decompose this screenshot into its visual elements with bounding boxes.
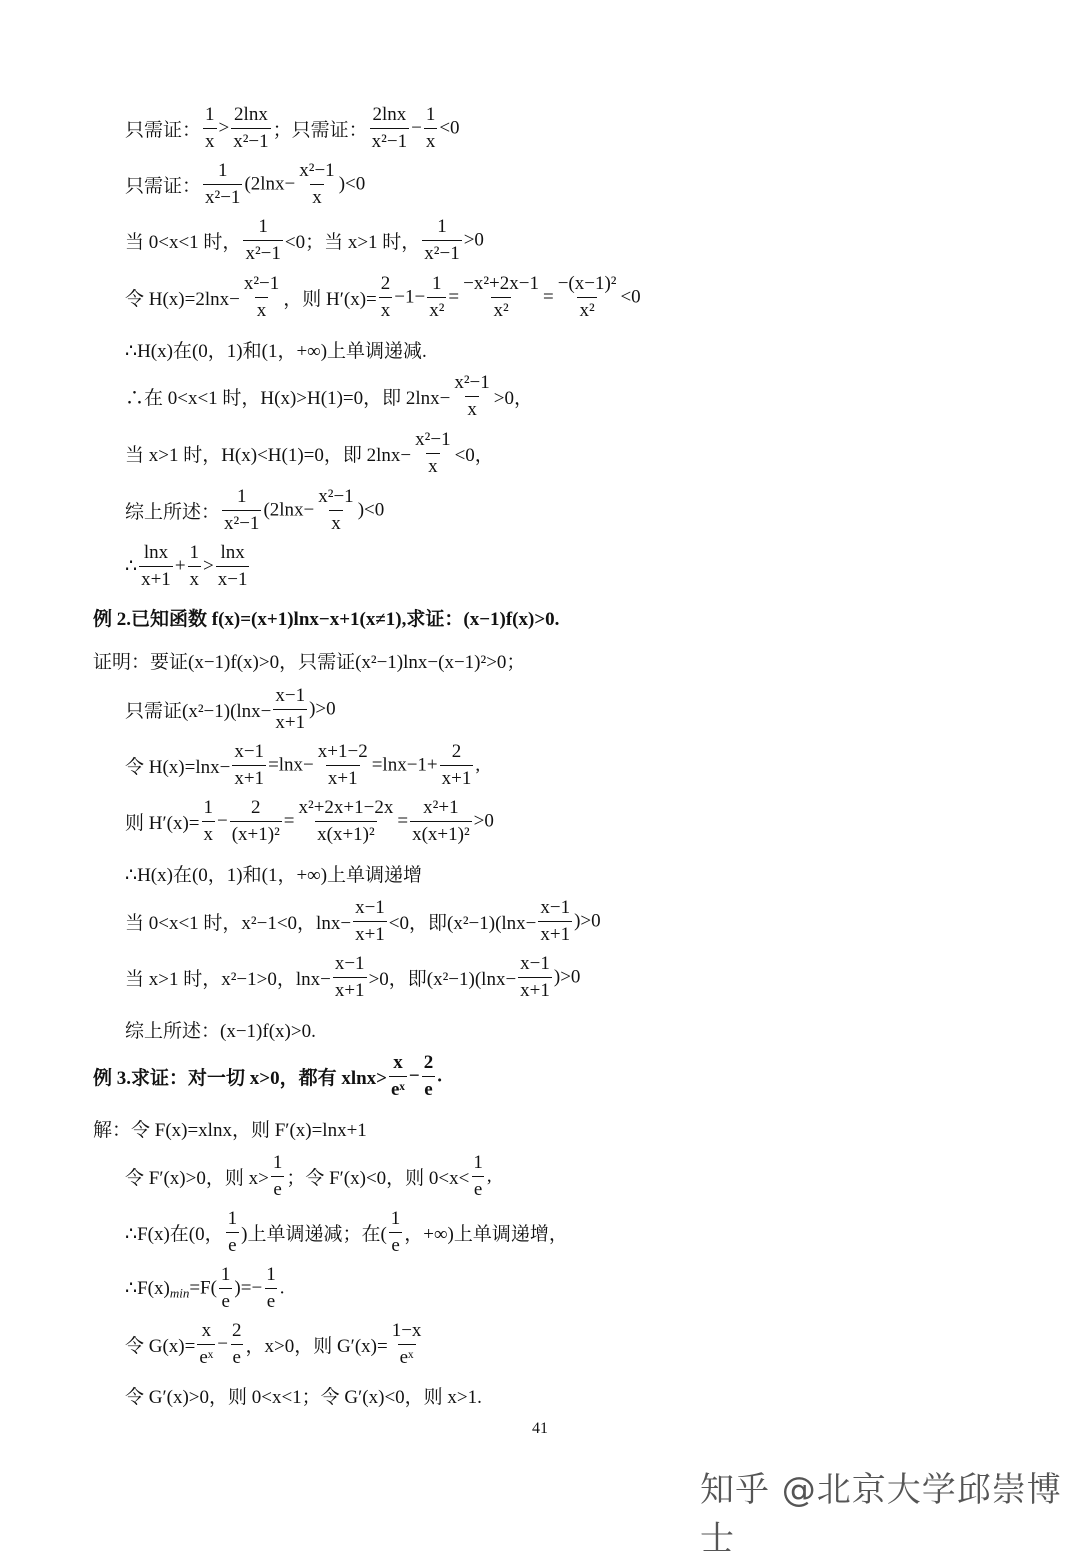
line-3: 当 0<x<1 时， $\frac{1}{\text{x²−1}}$ <0；当 x>1 时， $\frac{1}{\text{x²−1}}$ >0 — [125, 216, 484, 264]
fraction: $\frac{x+1-2}{x+1}$ — [317, 741, 368, 789]
line-12: 只需证(x²−1)(lnx− $\frac{x-1}{x+1}$ )>0 — [125, 685, 336, 733]
line-21: 令 F′(x)>0，则 x> $\frac{1}{e}$ ；令 F′(x)<0，则 0<x< $\frac{1}{e}$ , — [125, 1152, 492, 1200]
fraction: $\frac{1}{\text{x²−1}}$ — [245, 216, 281, 264]
fraction: $\frac{2}{x}$ — [380, 273, 391, 321]
line-7: 当 x>1 时，H(x)<H(1)=0，即 2lnx− $\frac{\text{x²−1}}{x}$ <0， — [125, 429, 494, 477]
line-9: ∴ $\frac{\ln x}{x+1}$ + $\frac{1}{x}$ > $\frac{\ln x}{x-1}$ — [125, 542, 248, 590]
fraction: $\frac{2\ln x}{\text{x²−1}}$ — [233, 104, 269, 152]
page-number: 41 — [532, 1420, 548, 1437]
fraction: $\frac{1}{e}$ — [220, 1264, 231, 1312]
line-17: 当 x>1 时，x²−1>0，lnx− $\frac{x-1}{x+1}$ >0，即(x²−1)(lnx− $\frac{x-1}{x+1}$ )>0 — [125, 953, 581, 1001]
line-14: 则 H′(x)= $\frac{1}{x}$ − $\frac{2}{\text{(x+1)²}}$ = $\frac{\text{x²+2x+1−2x}}{\text{x(x+1)²}}$ = $\frac{\text{x²+1}}{\text{x(x+1)²}}$ >0 — [125, 797, 494, 845]
example-2-heading: 例 2.已知函数 f(x)=(x+1)lnx−x+1(x≠1),求证：(x−1)f(x)>0. — [93, 609, 560, 630]
fraction: $\frac{1}{x}$ — [205, 104, 215, 152]
fraction: $\frac{x}{\text{eˣ}}$ — [199, 1320, 214, 1368]
fraction: $\frac{1}{e}$ — [227, 1208, 238, 1256]
fraction: $\frac{2}{e}$ — [232, 1320, 242, 1368]
fraction: $\frac{1}{e}$ — [473, 1152, 483, 1200]
fraction: $\frac{1}{e}$ — [272, 1152, 283, 1200]
fraction: $\frac{\text{−x²+2x−1}}{\text{x²}}$ — [463, 273, 539, 321]
fraction: $\frac{x}{\text{eˣ}}$ — [391, 1052, 405, 1100]
fraction: $\frac{\text{x²−1}}{x}$ — [454, 372, 490, 420]
line-18: 综上所述：(x−1)f(x)>0. — [125, 1021, 316, 1042]
watermark: 知乎 @北京大学邱崇博士 — [700, 1470, 1062, 1559]
fraction: $\frac{\ln x}{x-1}$ — [217, 542, 248, 590]
fraction: $\frac{x-1}{x+1}$ — [355, 897, 385, 945]
fraction: $\frac{\text{x²−1}}{x}$ — [318, 486, 354, 534]
fraction: $\frac{1-x}{\text{eˣ}}$ — [391, 1320, 422, 1368]
fraction: $\frac{x-1}{x+1}$ — [334, 953, 365, 1001]
fraction: $\frac{1}{x}$ — [189, 542, 200, 590]
line-13: 令 H(x)=lnx− $\frac{x-1}{x+1}$ =lnx− $\frac{x+1-2}{x+1}$ =lnx−1+ $\frac{2}{x+1}$ , — [125, 741, 481, 789]
fraction: $\frac{1}{e}$ — [390, 1208, 401, 1256]
line-15: ∴H(x)在(0，1)和(1，+∞)上单调递增 — [125, 865, 423, 886]
example-3-heading: 例 3.求证：对一切 x>0，都有 xlnx> $\frac{x}{\text{eˣ}}$ − $\frac{2}{e}$ . — [93, 1052, 442, 1100]
line-25: 令 G′(x)>0，则 0<x<1；令 G′(x)<0，则 x>1. — [125, 1387, 482, 1408]
fraction: $\frac{x-1}{x+1}$ — [275, 685, 306, 733]
line-22: ∴F(x)在(0， $\frac{1}{e}$ )上单调递减；在( $\frac{1}{e}$ ，+∞)上单调递增， — [125, 1208, 568, 1256]
fraction: $\frac{2}{x+1}$ — [441, 741, 472, 789]
line-5: ∴H(x)在(0，1)和(1，+∞)上单调递减. — [125, 341, 427, 362]
fraction: $\frac{\text{x²−1}}{x}$ — [415, 429, 451, 477]
line-20: 解：令 F(x)=xlnx，则 F′(x)=lnx+1 — [93, 1120, 367, 1141]
line-16: 当 0<x<1 时，x²−1<0，lnx− $\frac{x-1}{x+1}$ <0，即(x²−1)(lnx− $\frac{x-1}{x+1}$ )>0 — [125, 897, 601, 945]
line-23: $\therefore F(x)_{min}=F$( $\frac{1}{e}$ )=− $\frac{1}{e}$ . — [125, 1264, 285, 1312]
fraction: $\frac{1}{\text{x²−1}}$ — [205, 160, 241, 208]
fraction: $\frac{x-1}{x+1}$ — [234, 741, 265, 789]
line-8: 综上所述： $\frac{1}{\text{x²−1}}$ (2lnx− $\frac{\text{x²−1}}{x}$ )<0 — [125, 486, 385, 534]
fraction: $\frac{1}{x}$ — [203, 797, 213, 845]
fraction: $\frac{2}{\text{(x+1)²}}$ — [231, 797, 280, 845]
fraction: $\frac{\text{x²+1}}{\text{x(x+1)²}}$ — [412, 797, 470, 845]
line-24: 令 G(x)= $\frac{x}{\text{eˣ}}$ − $\frac{2}{e}$ ，x>0，则 G′(x)= $\frac{1-x}{\text{eˣ}}$ — [125, 1320, 422, 1368]
line-4: 令 H(x)=2lnx− $\frac{\text{x²−1}}{x}$ ，则 H′(x)= $\frac{2}{x}$ −1− $\frac{1}{\text{x²}}$ = $\frac{\text{−x²+2x−1}}{\text{x²}}$ = $\frac{\text{−(x−1)²}}{\text{x²}}$ <0 — [125, 273, 641, 321]
fraction: $\frac{x-1}{x+1}$ — [540, 897, 571, 945]
fraction: $\frac{\ln x}{x+1}$ — [141, 542, 171, 590]
fraction: $\frac{1}{\text{x²−1}}$ — [424, 216, 460, 264]
fraction: $\frac{\text{x²−1}}{x}$ — [243, 273, 280, 321]
fraction: $\frac{\text{−(x−1)²}}{\text{x²}}$ — [557, 273, 617, 321]
line-2: 只需证： $\frac{1}{\text{x²−1}}$ (2lnx− $\frac{\text{x²−1}}{x}$ )<0 — [125, 160, 366, 208]
line-11: 证明：要证(x−1)f(x)>0，只需证(x²−1)lnx−(x−1)²>0； — [93, 652, 526, 673]
fraction: $\frac{1}{\text{x²−1}}$ — [224, 486, 260, 534]
line-1: 只需证： $\frac{1}{x}$ > $\frac{2\ln x}{\text{x²−1}}$ ；只需证： $\frac{2\ln x}{\text{x²−1}}$ − $\frac{1}{x}$ <0 — [125, 104, 460, 152]
fraction: $\frac{1}{x}$ — [425, 104, 436, 152]
fraction: $\frac{2\ln x}{\text{x²−1}}$ — [371, 104, 408, 152]
fraction: $\frac{1}{\text{x²}}$ — [429, 273, 445, 321]
line-6: ∴在 0<x<1 时，H(x)>H(1)=0，即 2lnx− $\frac{\text{x²−1}}{x}$ >0， — [125, 372, 533, 420]
fraction: $\frac{1}{e}$ — [266, 1264, 276, 1312]
fraction: $\frac{\text{x²+2x+1−2x}}{\text{x(x+1)²}}$ — [298, 797, 394, 845]
fraction: $\frac{\text{x²−1}}{x}$ — [299, 160, 335, 208]
fraction: $\frac{x-1}{x+1}$ — [520, 953, 550, 1001]
fraction: $\frac{2}{e}$ — [423, 1052, 434, 1100]
